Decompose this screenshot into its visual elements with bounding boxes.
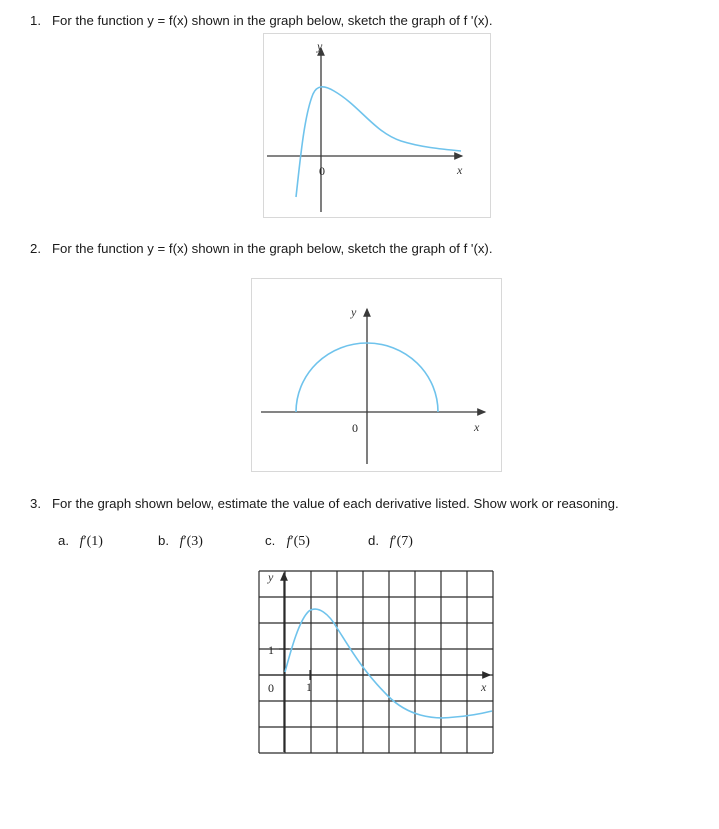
part-c-prime: ′	[290, 534, 294, 549]
part-d-fname: f	[389, 534, 394, 549]
part-d-arg: (7)	[396, 534, 413, 549]
part-b-label: b.	[158, 533, 169, 548]
part-b-prime: ′	[183, 534, 187, 549]
graph-3-grid	[259, 571, 493, 753]
graph-2	[251, 278, 502, 472]
question-3-text: For the graph shown below, estimate the value of each derivative listed. Show work or reasoning.	[52, 496, 619, 511]
graph-1-y-label: y	[317, 39, 323, 53]
question-3	[30, 496, 619, 511]
part-b-arg: (3)	[186, 534, 203, 549]
graph-3-x-tick-label: 1	[306, 680, 312, 694]
question-3-number: 3.	[30, 496, 41, 511]
part-c	[265, 533, 310, 550]
graph-3	[258, 570, 494, 754]
part-d-prime: ′	[393, 534, 397, 549]
part-b-fname: f	[179, 534, 184, 549]
part-a-prime: ′	[83, 534, 87, 549]
part-a	[58, 533, 103, 550]
part-a-fname: f	[79, 534, 84, 549]
question-1-text: For the function y = f(x) shown in the graph below, sketch the graph of f '(x).	[52, 13, 493, 28]
graph-1-origin-label: 0	[319, 164, 325, 178]
graph-2-x-label: x	[474, 420, 480, 434]
graph-1	[263, 33, 491, 218]
graph-1-x-label: x	[457, 163, 463, 177]
graph-2-y-label: y	[351, 305, 357, 319]
graph-3-y-label: y	[268, 570, 274, 584]
part-a-arg: (1)	[86, 534, 103, 549]
part-d-label: d.	[368, 533, 379, 548]
part-d	[368, 533, 413, 550]
part-a-label: a.	[58, 533, 69, 548]
question-2	[30, 241, 493, 256]
question-2-text: For the function y = f(x) shown in the graph below, sketch the graph of f '(x).	[52, 241, 493, 256]
graph-2-origin-label: 0	[352, 421, 358, 435]
part-b	[158, 533, 203, 550]
question-1-number: 1.	[30, 13, 41, 28]
graph-3-x-label: x	[481, 680, 487, 694]
part-c-arg: (5)	[293, 534, 310, 549]
graph-3-origin-label: 0	[268, 681, 274, 695]
part-c-label: c.	[265, 533, 276, 548]
part-c-fname: f	[286, 534, 291, 549]
graph-3-y-tick-label: 1	[268, 643, 274, 657]
question-1	[30, 13, 493, 28]
question-2-number: 2.	[30, 241, 41, 256]
